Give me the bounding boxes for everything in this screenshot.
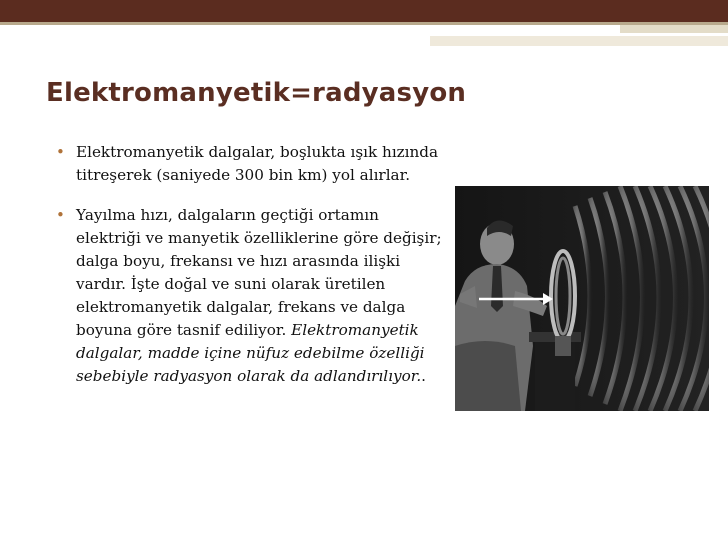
bullet-text: Elektromanyetik dalgalar, boşlukta ışık hızında titreşerek (saniyede 300 bin km) yol alırlar. <box>76 143 439 184</box>
bullet-item-1 <box>56 141 448 187</box>
slide-content <box>56 141 448 405</box>
bullet-text: Yayılma hızı, dalgaların geçtiği ortamın elektriği ve manyetik özelliklerine göre değişir; dalga boyu, frekansı ve hızı arasında ilişki vardır. İşte doğal ve suni olarak üretilen elektromanyetik dalgalar, frekans ve dalga boyuna göre tasnif ediliyor. <box>76 206 442 339</box>
photo-man-with-wave-apparatus <box>455 186 709 411</box>
slide-title: Elektromanyetik=radyasyon <box>46 78 467 108</box>
bullet-marker: • <box>56 206 65 224</box>
header-accent-band <box>430 36 728 46</box>
photo-illustration <box>455 186 709 411</box>
bullet-text-tail: . <box>421 367 426 385</box>
header-stripe <box>0 22 728 25</box>
bullet-item-2 <box>56 204 448 388</box>
header-accent-block <box>620 25 728 33</box>
bullet-text-italic: Elektromanyetik dalgalar, madde içine nüfuz edebilme özelliği sebebiyle radyasyon olarak da adlandırılıyor. <box>76 321 425 385</box>
bullet-marker: • <box>56 143 65 161</box>
top-header-bar <box>0 0 728 22</box>
